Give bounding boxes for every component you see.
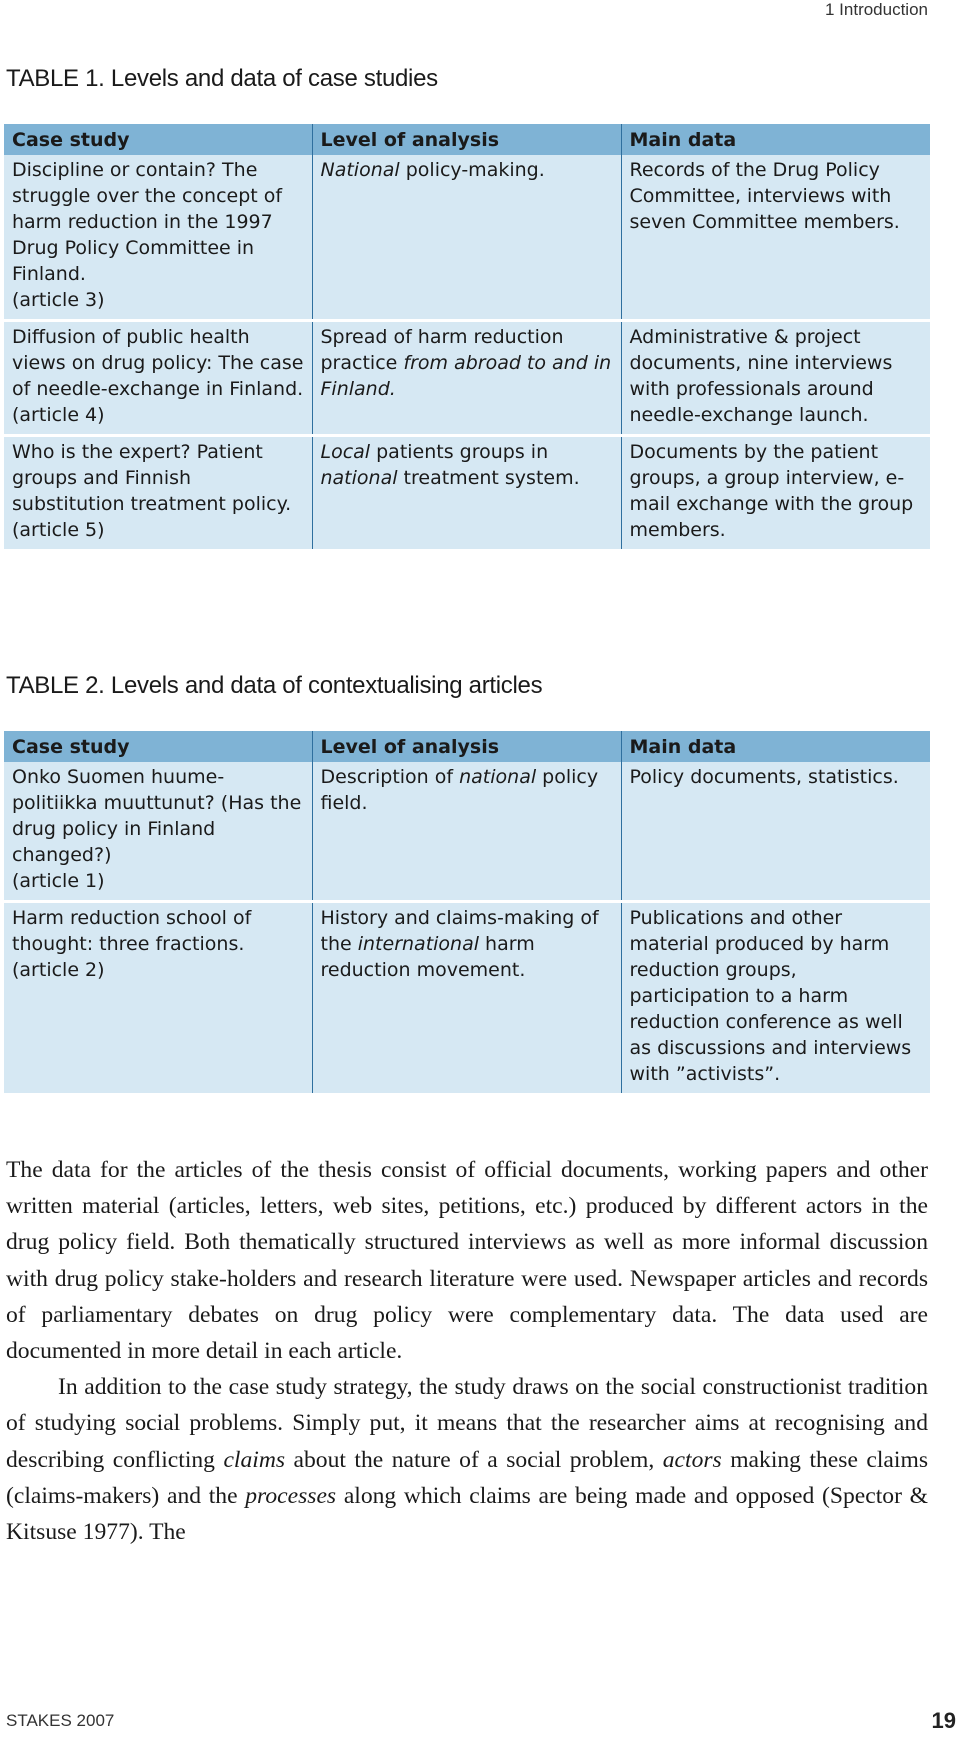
table-row <box>4 762 930 902</box>
body-text <box>6 1152 928 1550</box>
table-row <box>4 902 930 1094</box>
italic-term: national <box>320 467 398 489</box>
case-study-title: Diffusion of public health views on drug policy: The case of needle-exchange in Finland. <box>12 326 304 400</box>
italic-term: international <box>357 933 480 955</box>
italic-term: from abroad to and in Finland. <box>320 352 612 400</box>
case-study-title: Discipline or contain? The struggle over the concept of harm reduction in the 1997 Drug Policy Committee in Finland. <box>12 159 283 285</box>
case-study-note: (article 5) <box>12 519 105 541</box>
case-study-title: Who is the expert? Patient groups and Finnish substitution treatment policy. <box>12 441 292 515</box>
italic-term: National <box>320 159 400 181</box>
case-study-note: (article 2) <box>12 959 105 981</box>
table1 <box>4 124 930 549</box>
case-study-note: (article 3) <box>12 289 105 311</box>
italic-term: processes <box>245 1482 337 1509</box>
table1-header-row <box>4 124 930 155</box>
main-data-cell: Publications and other material produced by harm reduction groups, participation to a harm reduction conference as well as discussions and interviews with ”activists”. <box>621 902 930 1094</box>
italic-term: claims <box>223 1446 286 1473</box>
running-head: 1 Introduction <box>824 0 928 19</box>
page-number: 19 <box>931 1708 956 1733</box>
level-cell: Local patients groups in national treatment system. <box>312 436 621 550</box>
table-row <box>4 321 930 436</box>
case-study-note: (article 1) <box>12 870 105 892</box>
case-study-cell <box>4 762 312 902</box>
italic-term: Local <box>320 441 371 463</box>
level-cell: History and claims-making of the international harm reduction movement. <box>312 902 621 1094</box>
case-study-title: Onko Suomen huume-politiikka muuttunut? (Has the drug policy in Finland changed?) <box>12 766 302 866</box>
case-study-note: (article 4) <box>12 404 105 426</box>
main-data-cell: Administrative & project documents, nine interviews with professionals around needle-exchange launch. <box>621 321 930 436</box>
case-study-cell <box>4 321 312 436</box>
main-data-cell: Policy documents, statistics. <box>621 762 930 902</box>
case-study-cell <box>4 902 312 1094</box>
level-cell: National policy-making. <box>312 155 621 321</box>
table2-header-row <box>4 731 930 762</box>
table1-col-case-study: Case study <box>4 124 312 155</box>
case-study-cell <box>4 436 312 550</box>
italic-term: national <box>459 766 537 788</box>
case-study-title: Harm reduction school of thought: three fractions. <box>12 907 252 955</box>
footer-publisher: STAKES 2007 <box>6 1711 115 1730</box>
main-data-cell: Records of the Drug Policy Committee, interviews with seven Committee members. <box>621 155 930 321</box>
table1-caption: TABLE 1. Levels and data of case studies <box>6 65 438 92</box>
case-study-cell <box>4 155 312 321</box>
level-cell: Spread of harm reduction practice from abroad to and in Finland. <box>312 321 621 436</box>
table2-col-case-study: Case study <box>4 731 312 762</box>
table-row <box>4 155 930 321</box>
table2-caption: TABLE 2. Levels and data of contextualising articles <box>6 672 543 699</box>
italic-term: actors <box>662 1446 722 1473</box>
table1-col-main-data: Main data <box>621 124 930 155</box>
table2-col-main-data: Main data <box>621 731 930 762</box>
paragraph-2: In addition to the case study strategy, the study draws on the social constructionist tradition of studying social problems. Simply put, it means that the researcher aims at recognising and describing conflicting claims about the nature of a social problem, actors making these claims (claims-makers) and the processes along which claims are being made and opposed (Spector & Kitsuse 1977). The <box>6 1374 928 1546</box>
level-cell: Description of national policy field. <box>312 762 621 902</box>
table1-col-level: Level of analysis <box>312 124 621 155</box>
main-data-cell: Documents by the patient groups, a group interview, e-mail exchange with the group members. <box>621 436 930 550</box>
table2 <box>4 731 930 1093</box>
table2-col-level: Level of analysis <box>312 731 621 762</box>
table-row <box>4 436 930 550</box>
paragraph-1: The data for the articles of the thesis consist of official documents, working papers and other written material (articles, letters, web sites, petitions, etc.) produced by different actors in the drug policy field. Both thematically structured interviews as well as more informal discussion with drug policy stake-holders and research literature were used. Newspaper articles and records of parliamentary debates on drug policy were complementary data. The data used are documented in more detail in each article. <box>6 1157 928 1365</box>
